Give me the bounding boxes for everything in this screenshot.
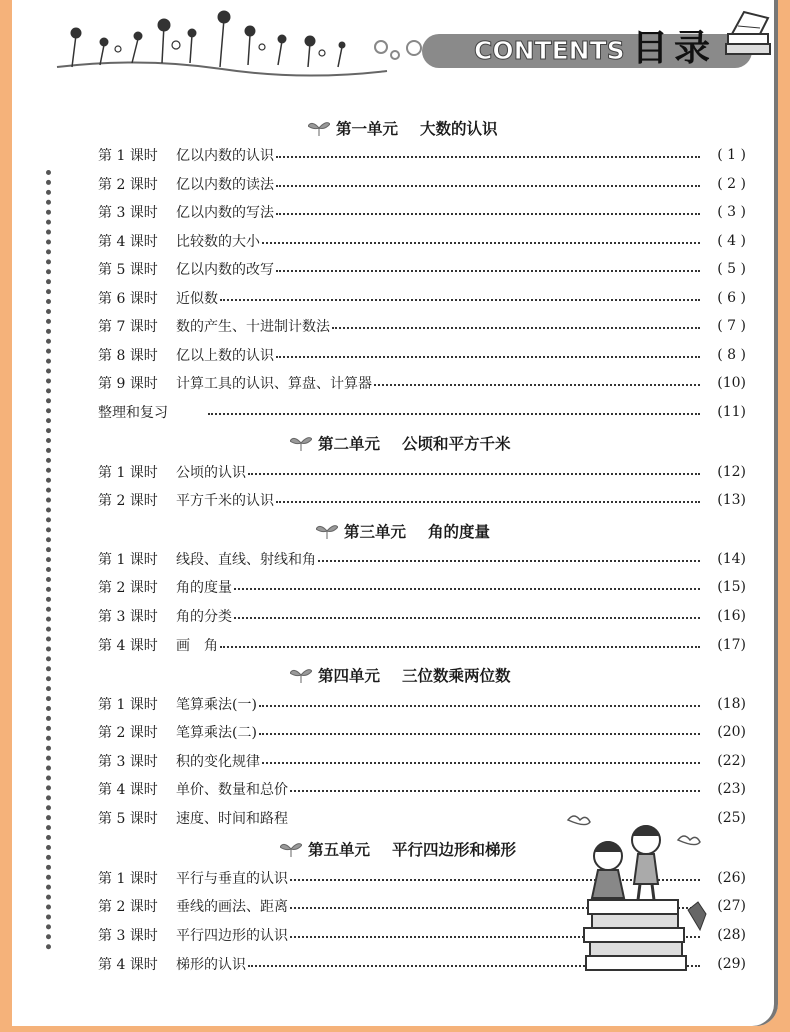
dot-leader [374, 384, 700, 386]
children-reading-illustration [558, 800, 718, 980]
page-number: (15) [717, 579, 746, 595]
dot-leader [262, 762, 700, 764]
flower-border-illustration [52, 5, 392, 85]
lesson-number: 第 3 课时 [98, 609, 158, 625]
page-number: (12) [717, 464, 746, 480]
page-number: (27) [717, 898, 746, 914]
page-number: ( 3 ) [717, 204, 746, 220]
sprout-icon [290, 435, 312, 451]
lesson-title: 公顷的认识 [176, 465, 246, 481]
book-stack-icon [724, 4, 774, 60]
dot-leader [276, 185, 700, 187]
lesson-number: 第 2 课时 [98, 725, 158, 741]
lesson-number: 第 2 课时 [98, 580, 158, 596]
toc-row[interactable] [98, 779, 746, 799]
unit-title: 第四单元 [318, 666, 381, 685]
toc-row[interactable] [98, 174, 746, 194]
lesson-number: 第 3 课时 [98, 928, 158, 944]
toc-row[interactable] [98, 635, 746, 655]
lesson-number: 第 4 课时 [98, 638, 158, 654]
lesson-number: 第 4 课时 [98, 234, 158, 250]
unit-heading [290, 432, 511, 454]
lesson-number: 第 8 课时 [98, 348, 158, 364]
ring-decoration [374, 40, 388, 54]
lesson-title: 数的产生、十进制计数法 [176, 319, 330, 335]
toc-row[interactable] [98, 345, 746, 365]
lesson-number: 整理和复习 [98, 405, 168, 421]
page-number: ( 2 ) [717, 176, 746, 192]
lesson-title: 角的度量 [176, 580, 232, 596]
page-number: (20) [717, 724, 746, 740]
lesson-number: 第 9 课时 [98, 376, 158, 392]
page-number: ( 7 ) [717, 318, 746, 334]
lesson-title: 亿以内数的认识 [176, 148, 274, 164]
lesson-number: 第 5 课时 [98, 811, 158, 827]
lesson-number: 第 2 课时 [98, 177, 158, 193]
unit-heading [316, 520, 490, 542]
lesson-number: 第 4 课时 [98, 782, 158, 798]
unit-subtitle: 公顷和平方千米 [402, 434, 511, 453]
toc-row[interactable] [98, 145, 746, 165]
unit-title: 第二单元 [318, 434, 381, 453]
dot-leader [248, 473, 700, 475]
page-number: (18) [717, 696, 746, 712]
lesson-title: 笔算乘法(二) [176, 725, 257, 741]
unit-heading [308, 117, 498, 139]
lesson-number: 第 1 课时 [98, 871, 158, 887]
unit-title: 第一单元 [336, 119, 399, 138]
left-dotted-border [46, 170, 57, 950]
sprout-icon [290, 667, 312, 683]
page-number: ( 1 ) [717, 147, 746, 163]
toc-row[interactable] [98, 402, 746, 422]
sprout-icon [316, 523, 338, 539]
page-number: (13) [717, 492, 746, 508]
lesson-title: 平行与垂直的认识 [176, 871, 288, 887]
page-number: (23) [717, 781, 746, 797]
lesson-title: 亿以内数的读法 [176, 177, 274, 193]
toc-page [12, 0, 778, 1026]
lesson-title: 垂线的画法、距离 [176, 899, 288, 915]
dot-leader [234, 617, 700, 619]
page-number: (10) [717, 375, 746, 391]
page-number: ( 5 ) [717, 261, 746, 277]
lesson-title: 平行四边形的认识 [176, 928, 288, 944]
lesson-number: 第 5 课时 [98, 262, 158, 278]
lesson-number: 第 2 课时 [98, 899, 158, 915]
toc-row[interactable] [98, 316, 746, 336]
lesson-number: 第 6 课时 [98, 291, 158, 307]
lesson-title: 角的分类 [176, 609, 232, 625]
unit-title: 第三单元 [344, 522, 407, 541]
lesson-title: 画 角 [176, 638, 218, 654]
lesson-number: 第 4 课时 [98, 957, 158, 973]
page-number: (11) [717, 404, 746, 420]
dot-leader [220, 299, 700, 301]
toc-row[interactable] [98, 288, 746, 308]
toc-row[interactable] [98, 259, 746, 279]
dot-leader [262, 242, 700, 244]
toc-row[interactable] [98, 202, 746, 222]
page-number: (26) [717, 870, 746, 886]
page-number: ( 6 ) [717, 290, 746, 306]
lesson-title: 单价、数量和总价 [176, 782, 288, 798]
toc-row[interactable] [98, 694, 746, 714]
unit-subtitle: 角的度量 [428, 522, 491, 541]
unit-subtitle: 平行四边形和梯形 [392, 840, 517, 859]
lesson-title: 计算工具的认识、算盘、计算器 [176, 376, 372, 392]
unit-heading [280, 838, 516, 860]
dot-leader [259, 733, 700, 735]
lesson-title: 线段、直线、射线和角 [176, 552, 316, 568]
sprout-icon [280, 841, 302, 857]
lesson-title: 梯形的认识 [176, 957, 246, 973]
lesson-number: 第 3 课时 [98, 754, 158, 770]
sprout-icon [308, 120, 330, 136]
lesson-title: 笔算乘法(一) [176, 697, 257, 713]
dot-leader [208, 413, 700, 415]
dot-leader [234, 588, 700, 590]
lesson-number: 第 3 课时 [98, 205, 158, 221]
ring-decoration [406, 40, 422, 56]
dot-leader [276, 213, 700, 215]
toc-row[interactable] [98, 373, 746, 393]
dot-leader [276, 501, 700, 503]
lesson-number: 第 2 课时 [98, 493, 158, 509]
unit-subtitle: 三位数乘两位数 [402, 666, 511, 685]
toc-row[interactable] [98, 549, 746, 569]
lesson-title: 近似数 [176, 291, 218, 307]
lesson-title: 平方千米的认识 [176, 493, 274, 509]
lesson-number: 第 7 课时 [98, 319, 158, 335]
dot-leader [276, 156, 700, 158]
page-number: (16) [717, 608, 746, 624]
page-title: 目录 [632, 28, 717, 69]
dot-leader [259, 705, 700, 707]
lesson-number: 第 1 课时 [98, 465, 158, 481]
toc-row[interactable] [98, 577, 746, 597]
lesson-title: 亿以内数的改写 [176, 262, 274, 278]
ring-decoration [390, 50, 400, 60]
unit-heading [290, 664, 511, 686]
dot-leader [220, 646, 700, 648]
unit-subtitle: 大数的认识 [420, 119, 498, 138]
dot-leader [276, 356, 700, 358]
toc-row[interactable] [98, 606, 746, 626]
lesson-title: 比较数的大小 [176, 234, 260, 250]
page-number: (17) [717, 637, 746, 653]
page-number: (22) [717, 753, 746, 769]
lesson-title: 速度、时间和路程 [176, 811, 288, 827]
dot-leader [318, 560, 700, 562]
page-number: ( 8 ) [717, 347, 746, 363]
dot-leader [290, 790, 700, 792]
toc-row[interactable] [98, 722, 746, 742]
lesson-title: 亿以内数的写法 [176, 205, 274, 221]
page-number: ( 4 ) [717, 233, 746, 249]
page-number: (14) [717, 551, 746, 567]
lesson-number: 第 1 课时 [98, 697, 158, 713]
toc-row[interactable] [98, 490, 746, 510]
lesson-title: 积的变化规律 [176, 754, 260, 770]
toc-row[interactable] [98, 462, 746, 482]
page-number: (29) [717, 956, 746, 972]
lesson-title: 亿以上数的认识 [176, 348, 274, 364]
page-number: (28) [717, 927, 746, 943]
unit-title: 第五单元 [308, 840, 371, 859]
dot-leader [276, 270, 700, 272]
lesson-number: 第 1 课时 [98, 148, 158, 164]
toc-row[interactable] [98, 751, 746, 771]
lesson-number: 第 1 课时 [98, 552, 158, 568]
page-number: (25) [717, 810, 746, 826]
dot-leader [332, 327, 700, 329]
contents-label: CONTENTS [474, 36, 625, 65]
toc-row[interactable] [98, 231, 746, 251]
